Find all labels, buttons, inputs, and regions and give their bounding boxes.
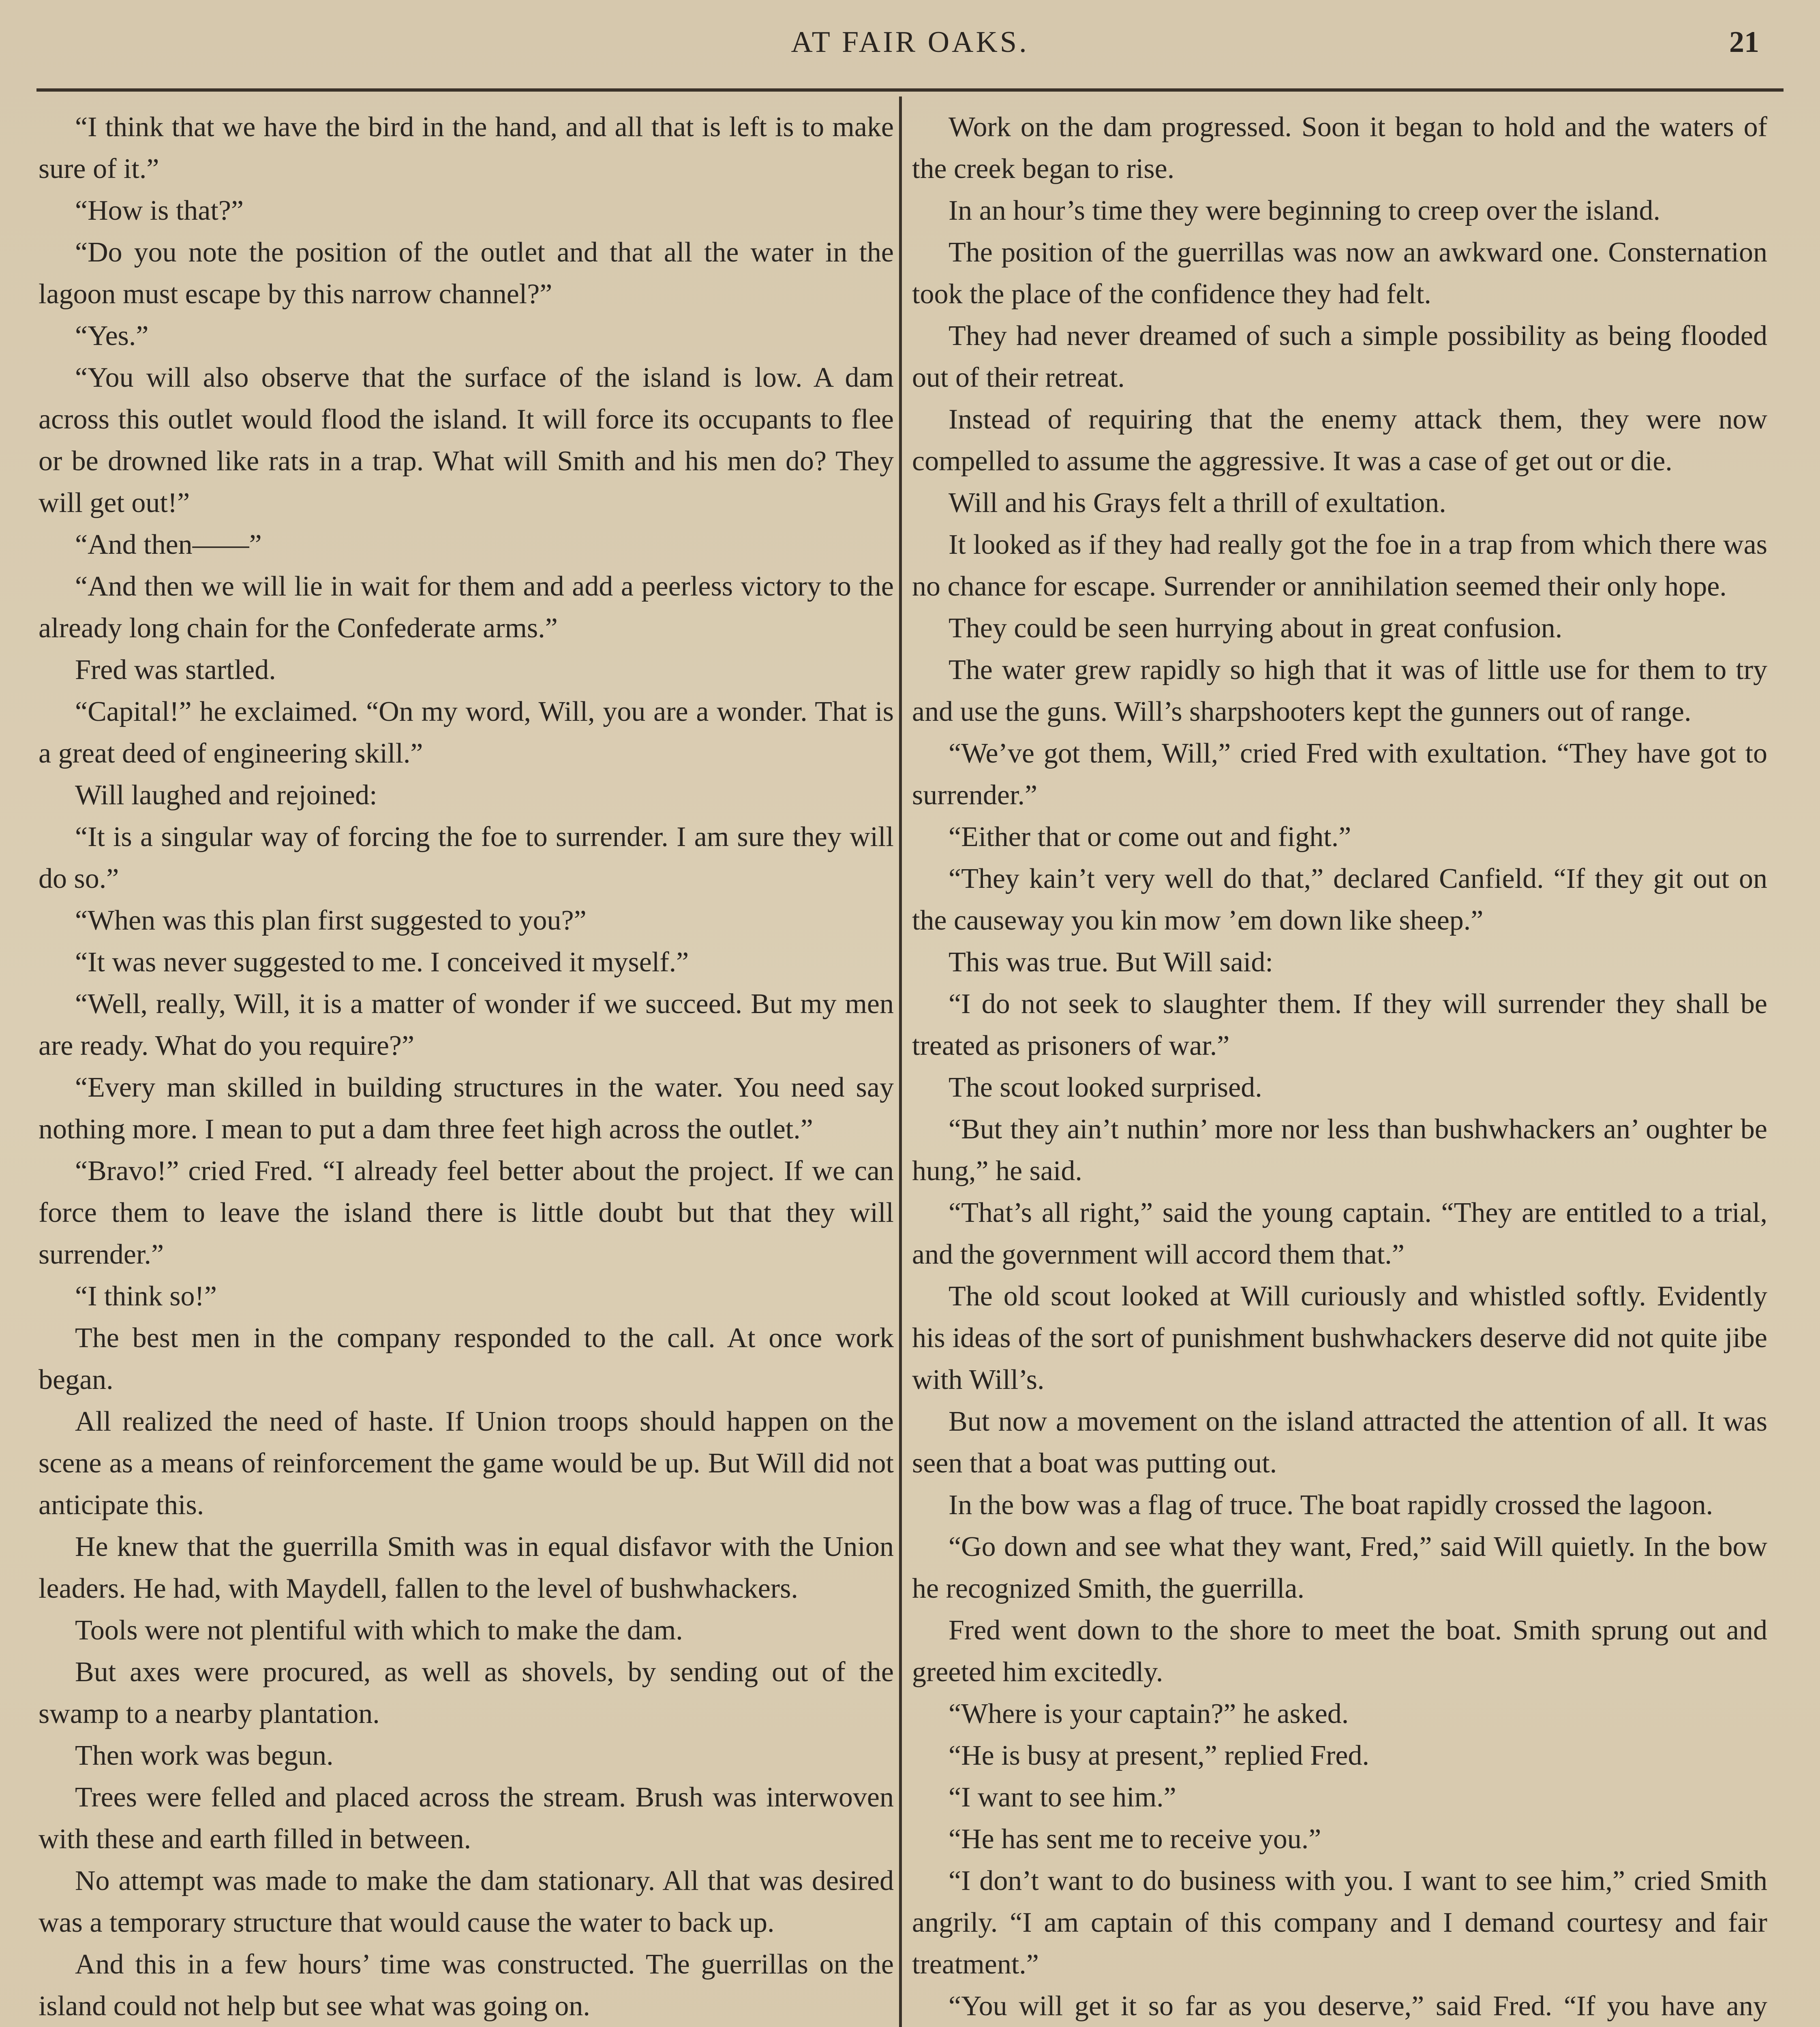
paragraph: “I do not seek to slaughter them. If they will surrender they shall be treated as prisoners of war.” [912, 988, 1767, 1061]
paragraph: Will laughed and rejoined: [75, 780, 377, 811]
paragraph: “That’s all right,” said the young captain. “They are entitled to a trial, and the government will accord them that.” [912, 1197, 1767, 1270]
paragraph: Work on the dam progressed. Soon it began to hold and the waters of the creek began to rise. [912, 111, 1767, 184]
paragraph: The water grew rapidly so high that it was of little use for them to try and use the guns. Will’s sharpshooters kept the gunners out of range. [912, 654, 1767, 727]
paragraph: “We’ve got them, Will,” cried Fred with exultation. “They have got to surrender.” [912, 738, 1767, 811]
paragraph: Will and his Grays felt a thrill of exultation. [949, 487, 1446, 519]
paragraph: This was true. But Will said: [949, 947, 1273, 978]
paragraph: Fred was startled. [75, 654, 276, 686]
paragraph: Trees were felled and placed across the stream. Brush was interwoven with these and earth filled in between. [39, 1782, 894, 1855]
page-number: 21 [1729, 26, 1759, 59]
right-text-column [912, 106, 1767, 2027]
paragraph: “Do you note the position of the outlet and that all the water in the lagoon must escape by this narrow channel?” [39, 237, 894, 310]
paragraph: “It was never suggested to me. I conceived it myself.” [75, 947, 689, 978]
paragraph: Then work was begun. [75, 1740, 334, 1771]
paragraph: They could be seen hurrying about in great confusion. [949, 613, 1563, 644]
left-text-column [39, 106, 894, 2027]
paragraph: “And then we will lie in wait for them and add a peerless victory to the already long chain for the Confederate arms.” [39, 571, 894, 644]
paragraph: “Yes.” [75, 320, 149, 351]
paragraph: “I want to see him.” [949, 1782, 1176, 1813]
column-divider [899, 96, 902, 2027]
paragraph: “Go down and see what they want, Fred,” said Will quietly. In the bow he recognized Smith, the guerrilla. [912, 1531, 1767, 1604]
paragraph: “You will get it so far as you deserve,” said Fred. “If you have any [949, 1991, 1767, 2022]
paragraph: “They kain’t very well do that,” declared Canfield. “If they git out on the causeway you kin mow ’em down like sheep.” [912, 863, 1767, 936]
paragraph: But axes were procured, as well as shovels, by sending out of the swamp to a nearby plantation. [39, 1656, 894, 1729]
paragraph: No attempt was made to make the dam stationary. All that was desired was a temporary structure that would cause the water to back up. [39, 1865, 894, 1938]
page-header [0, 25, 1820, 74]
paragraph: In an hour’s time they were beginning to creep over the island. [949, 195, 1660, 226]
paragraph: “And then——” [75, 529, 262, 560]
paragraph: “Bravo!” cried Fred. “I already feel better about the project. If we can force them to leave the island there is little doubt but that they will surrender.” [39, 1155, 894, 1270]
paragraph: “Where is your captain?” he asked. [949, 1698, 1349, 1729]
paragraph: But now a movement on the island attracted the attention of all. It was seen that a boat was putting out. [912, 1406, 1767, 1479]
paragraph: “I don’t want to do business with you. I want to see him,” cried Smith angrily. “I am captain of this company and I demand courtesy and fair treatment.” [912, 1865, 1767, 1980]
paragraph: All realized the need of haste. If Union troops should happen on the scene as a means of reinforcement the game would be up. But Will did not anticipate this. [39, 1406, 894, 1521]
paragraph: “He is busy at present,” replied Fred. [949, 1740, 1370, 1771]
paragraph: “I think so!” [75, 1281, 217, 1312]
paragraph: Instead of requiring that the enemy attack them, they were now compelled to assume the aggressive. It was a case of get out or die. [912, 404, 1767, 477]
paragraph: “Every man skilled in building structures in the water. You need say nothing more. I mean to put a dam three feet high across the outlet.” [39, 1072, 894, 1145]
paragraph: “Capital!” he exclaimed. “On my word, Will, you are a wonder. That is a great deed of engineering skill.” [39, 696, 894, 769]
paragraph: The old scout looked at Will curiously and whistled softly. Evidently his ideas of the sort of punishment bushwhackers deserve did not quite jibe with Will’s. [912, 1281, 1767, 1395]
paragraph: Fred went down to the shore to meet the boat. Smith sprung out and greeted him excitedly. [912, 1615, 1767, 1688]
paragraph: “You will also observe that the surface of the island is low. A dam across this outlet would flood the island. It will force its occupants to flee or be drowned like rats in a trap. What will Smith and his men do? They will get out!” [39, 362, 894, 519]
paragraph: “He has sent me to receive you.” [949, 1823, 1321, 1855]
paragraph: He knew that the guerrilla Smith was in equal disfavor with the Union leaders. He had, with Maydell, fallen to the level of bushwhackers. [39, 1531, 894, 1604]
paragraph: “Well, really, Will, it is a matter of wonder if we succeed. But my men are ready. What do you require?” [39, 988, 894, 1061]
paragraph: “When was this plan first suggested to you?” [75, 905, 587, 936]
paragraph: “But they ain’t nuthin’ more nor less than bushwhackers an’ oughter be hung,” he said. [912, 1114, 1767, 1187]
paragraph: “How is that?” [75, 195, 244, 226]
paragraph: The best men in the company responded to the call. At once work began. [39, 1322, 894, 1395]
paragraph: It looked as if they had really got the foe in a trap from which there was no chance for escape. Surrender or annihilation seemed their only hope. [912, 529, 1767, 602]
header-rule [36, 88, 1784, 92]
paragraph: In the bow was a flag of truce. The boat rapidly crossed the lagoon. [949, 1489, 1713, 1521]
paragraph: “I think that we have the bird in the hand, and all that is left is to make sure of it.” [39, 111, 894, 184]
paragraph: And this in a few hours’ time was constructed. The guerrillas on the island could not help but see what was going on. [39, 1949, 894, 2022]
paragraph: “It is a singular way of forcing the foe to surrender. I am sure they will do so.” [39, 821, 894, 894]
running-title: AT FAIR OAKS. [791, 26, 1029, 59]
paragraph: Tools were not plentiful with which to make the dam. [75, 1615, 683, 1646]
paragraph: The scout looked surprised. [949, 1072, 1262, 1103]
paragraph: They had never dreamed of such a simple possibility as being flooded out of their retreat. [912, 320, 1767, 393]
paragraph: “Either that or come out and fight.” [949, 821, 1351, 853]
paragraph: The position of the guerrillas was now an awkward one. Consternation took the place of the confidence they had felt. [912, 237, 1767, 310]
